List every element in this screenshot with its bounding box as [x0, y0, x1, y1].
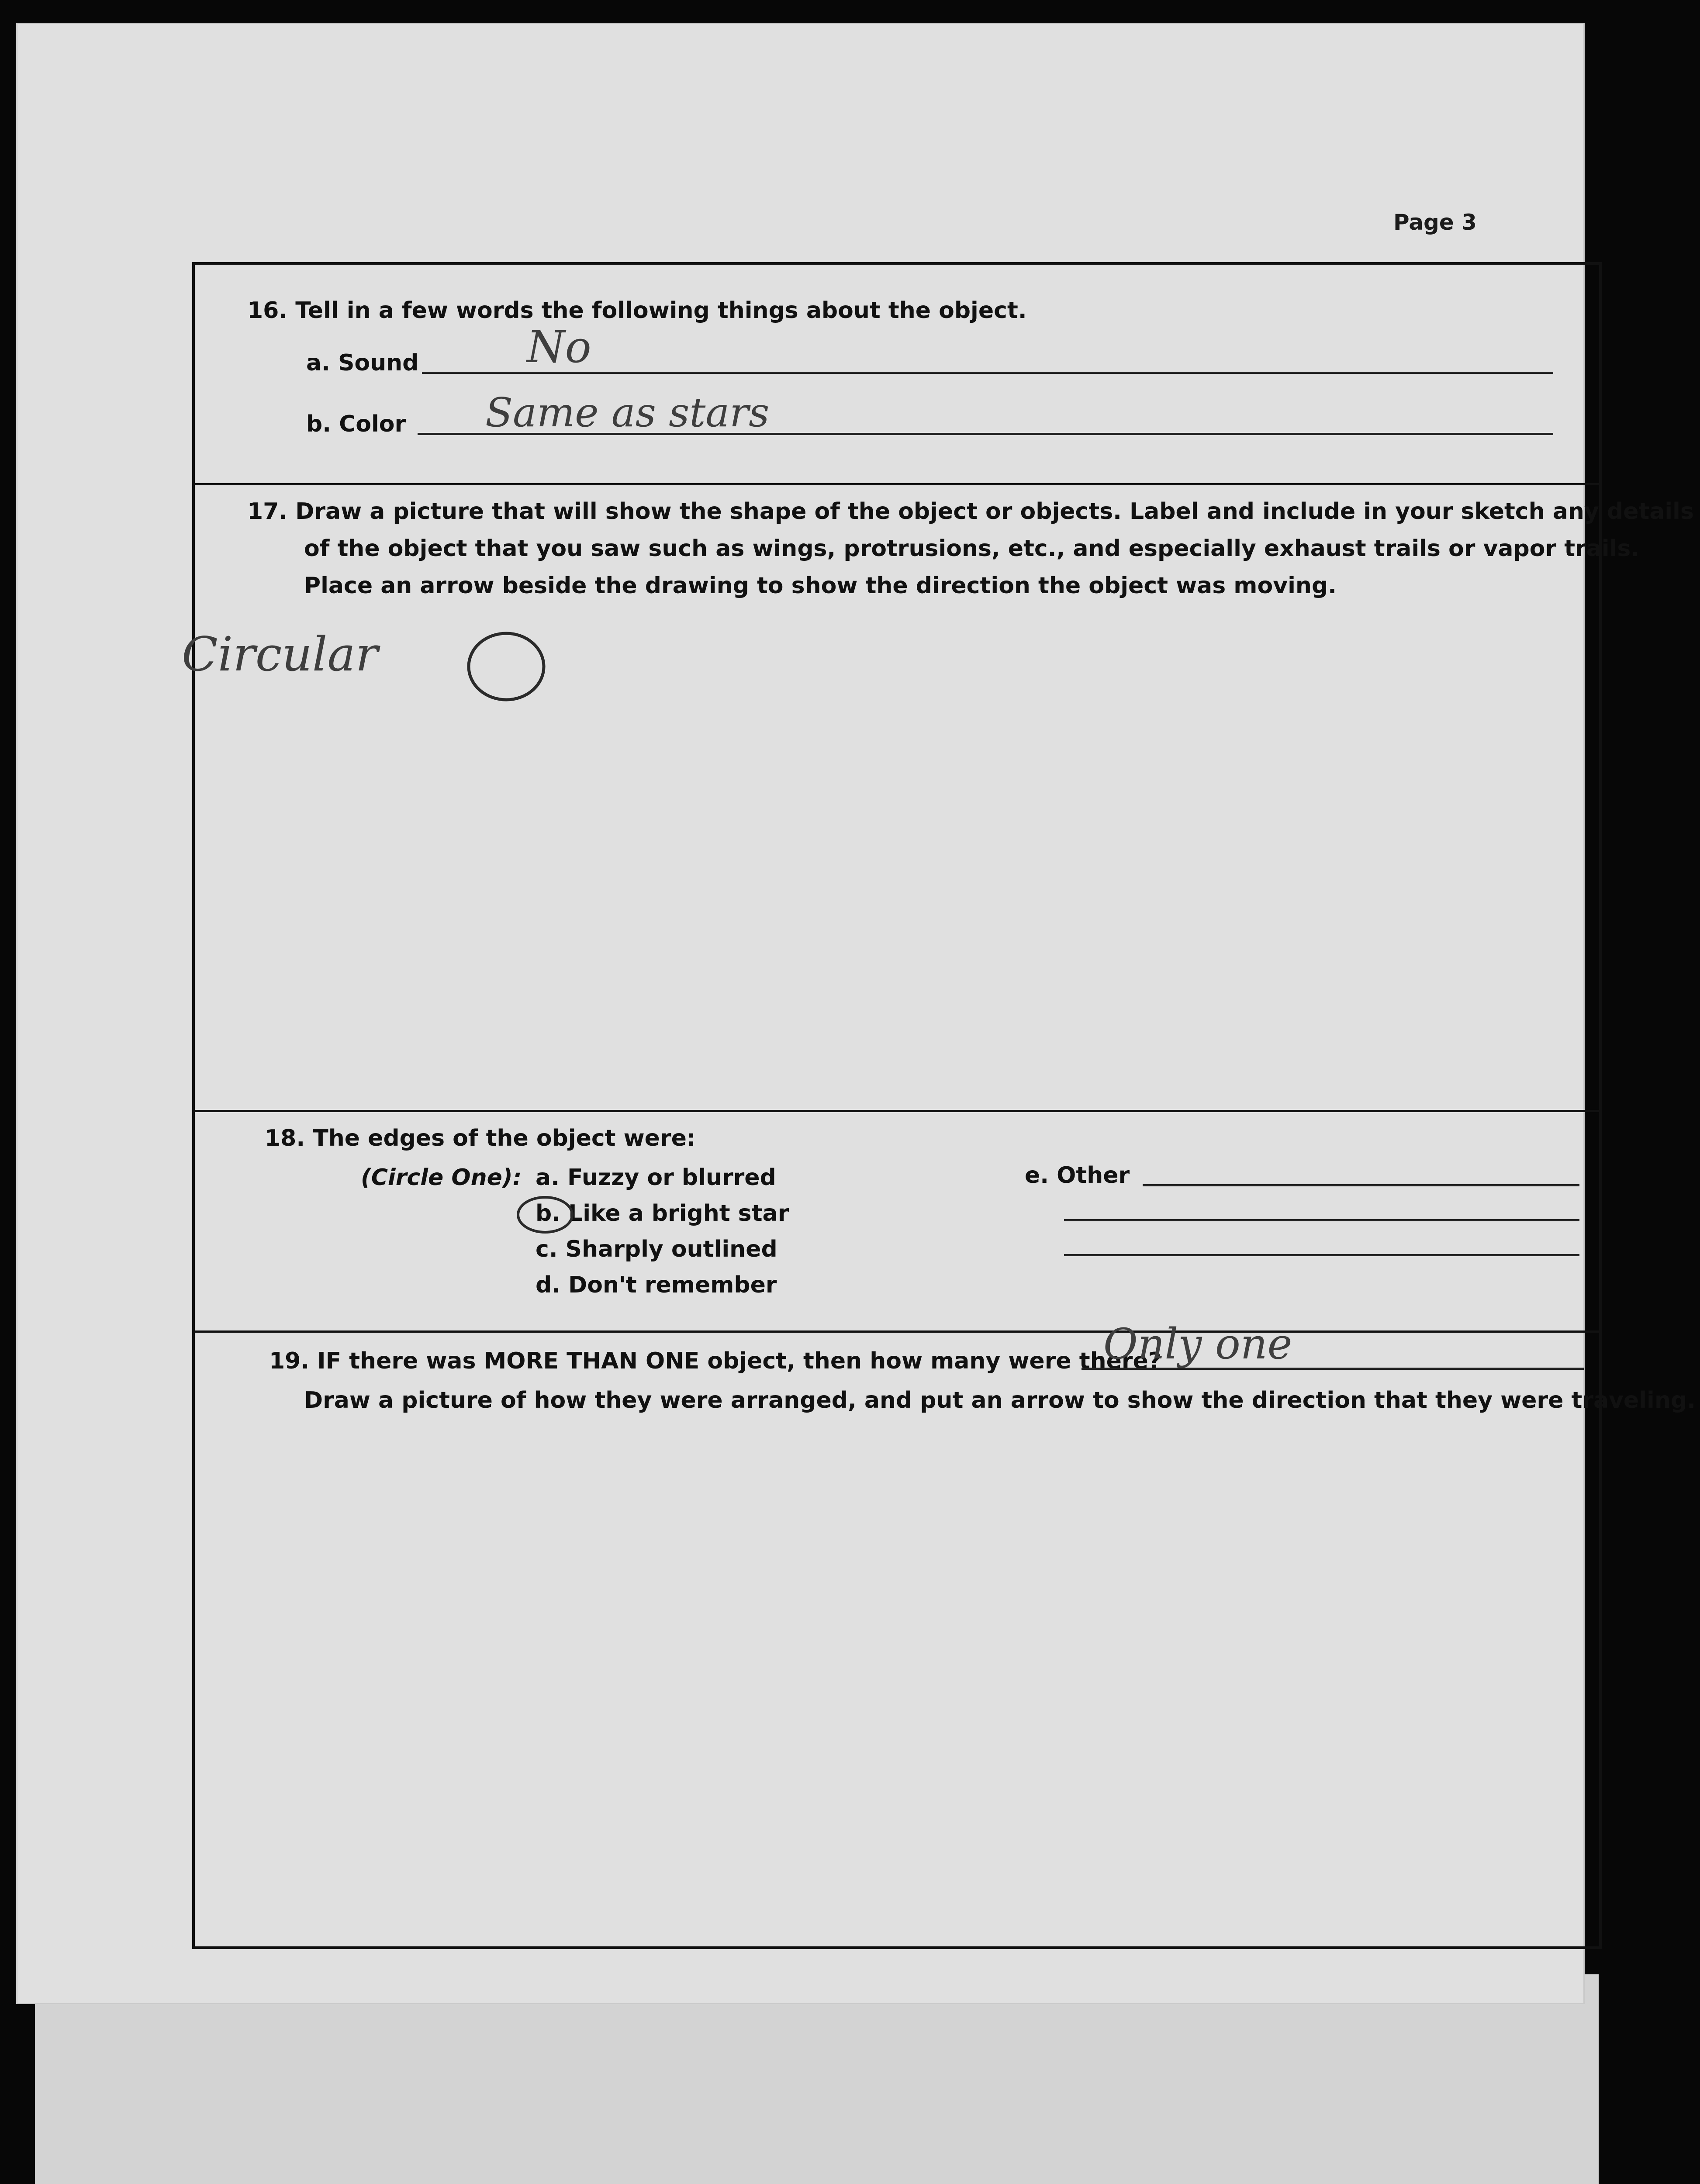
divider-16-17: [195, 483, 1599, 485]
q18-option-d[interactable]: d. Don't remember: [536, 1272, 777, 1298]
q18-option-b[interactable]: b. Like a bright star: [536, 1200, 789, 1227]
q18-other-line-2[interactable]: [1064, 1219, 1579, 1221]
page-number: Page 3: [1393, 210, 1477, 235]
q19-line2: Draw a picture of how they were arranged, and put an arrow to show the direction that they were traveling.: [304, 1387, 1696, 1413]
q16-sound-answer[interactable]: No: [527, 321, 591, 373]
q19-prompt: 19. IF there was MORE THAN ONE object, then how many were there?: [269, 1348, 1161, 1374]
q16-sound-label: a. Sound: [306, 350, 419, 376]
q16-sound-line: [422, 372, 1553, 374]
q17-line1: 17. Draw a picture that will show the shape of the object or objects. Label and include in your sketch any details: [247, 498, 1694, 525]
q18-option-c[interactable]: c. Sharply outlined: [536, 1236, 777, 1262]
q17-line2: of the object that you saw such as wings, protrusions, etc., and especially exhaust trails or vapor trails.: [304, 536, 1640, 562]
q16-prompt: 16. Tell in a few words the following things about the object.: [247, 297, 1027, 324]
q18-instruction: (Circle One):: [361, 1165, 522, 1191]
q18-other-label: e. Other: [1025, 1162, 1130, 1189]
q17-sketch-label[interactable]: Circular: [182, 627, 378, 682]
circled-answer-mark: [514, 1191, 575, 1239]
q17-line3: Place an arrow beside the drawing to show the direction the object was moving.: [304, 573, 1337, 599]
form-page: [17, 24, 1696, 2003]
q16-color-answer[interactable]: Same as stars: [485, 389, 770, 436]
circle-sketch-icon: [463, 627, 551, 706]
questionnaire-form: [182, 262, 1696, 1949]
q16-color-label: b. Color: [306, 411, 406, 437]
q19-answer[interactable]: Only one: [1103, 1320, 1292, 1368]
q18-other-line-3[interactable]: [1064, 1254, 1579, 1256]
underlying-page: [35, 1974, 1599, 2184]
divider-17-18: [195, 1110, 1599, 1112]
q18-prompt: 18. The edges of the object were:: [265, 1125, 696, 1151]
divider-18-19: [195, 1330, 1599, 1333]
q18-option-a[interactable]: a. Fuzzy or blurred: [536, 1165, 776, 1191]
q18-other-line-1[interactable]: [1143, 1184, 1579, 1186]
